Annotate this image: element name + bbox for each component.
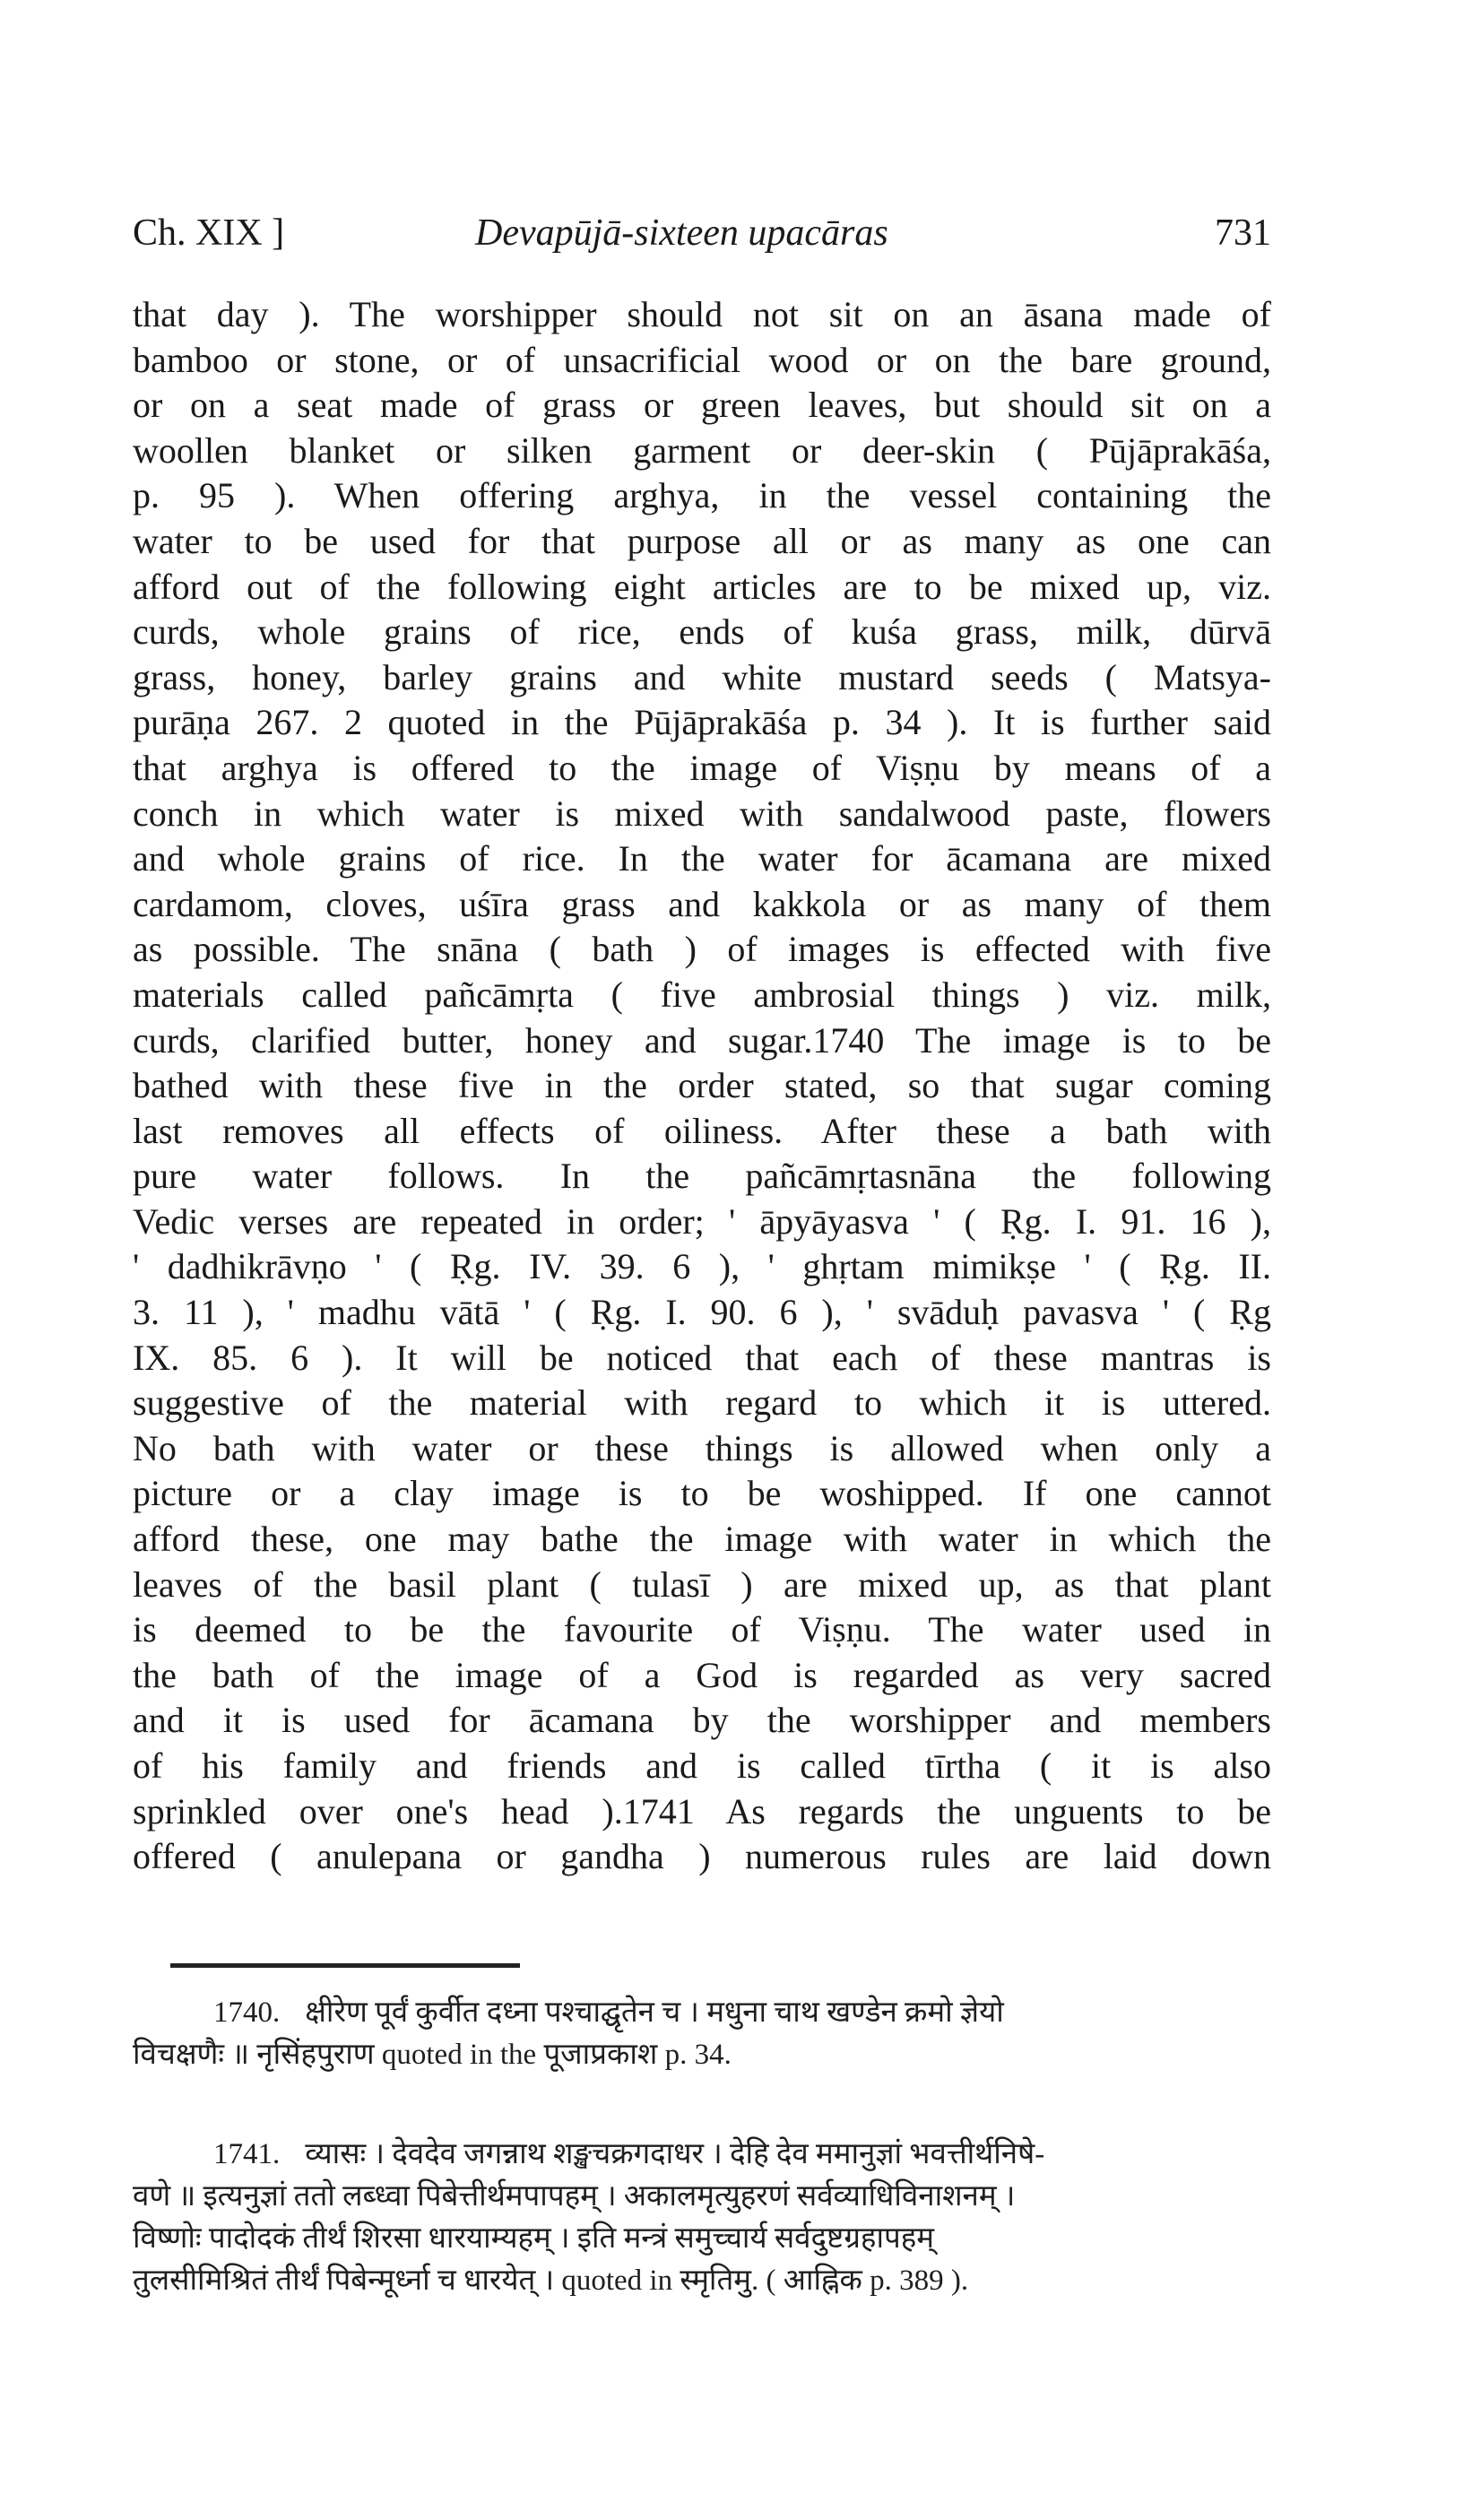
footnote-text: व्यासः । देवदेव जगन्नाथ शङ्खचक्रगदाधर । देहि देव ममानुज्ञां भवत्तीर्थनिषे- bbox=[305, 2138, 1045, 2170]
body-line: IX. 85. 6 ). It will be noticed that each of these mantras is bbox=[133, 1337, 1271, 1378]
body-line: or on a seat made of grass or green leaves, but should sit on a bbox=[133, 385, 1271, 426]
footnote-line: विष्णोः पादोदकं तीर्थं शिरसा धारयाम्यहम् । इति मन्त्रं समुच्चार्य सर्वदुष्टग्रहापहम् bbox=[133, 2222, 935, 2255]
running-title: Devapūjā-sixteen upacāras bbox=[475, 212, 888, 254]
footnote-1740 bbox=[133, 1992, 1271, 2076]
body-line: curds, clarified butter, honey and sugar.1740 The image is to be bbox=[133, 1019, 1271, 1061]
footnote-line: विचक्षणैः ॥ नृसिंहपुराण quoted in the पूजाप्रकाश p. 34. bbox=[133, 2039, 732, 2071]
footnote-text: क्षीरेण पूर्वं कुर्वीत दध्ना पश्चाद्घृतेन च । मधुना चाथ खण्डेन क्रमो ज्ञेयो bbox=[305, 1996, 1004, 2029]
body-line: as possible. The snāna ( bath ) of images is effected with five bbox=[133, 929, 1271, 970]
body-line: is deemed to be the favourite of Viṣṇu. The water used in bbox=[133, 1609, 1271, 1650]
body-line: materials called pañcāmṛta ( five ambrosial things ) viz. milk, bbox=[133, 974, 1271, 1015]
body-line: picture or a clay image is to be woshipped. If one cannot bbox=[133, 1473, 1271, 1514]
chapter-label: Ch. XIX ] bbox=[133, 212, 285, 254]
body-line: bathed with these five in the order stated, so that sugar coming bbox=[133, 1065, 1271, 1106]
body-line: afford these, one may bathe the image with water in which the bbox=[133, 1519, 1271, 1560]
body-line: sprinkled over one's head ).1741 As regards the unguents to be bbox=[133, 1790, 1271, 1832]
running-header bbox=[133, 212, 1271, 274]
footnote-separator bbox=[170, 1963, 520, 1968]
body-line: purāṇa 267. 2 quoted in the Pūjāprakāśa p. 34 ). It is further said bbox=[133, 702, 1271, 743]
footnote-number: 1741. bbox=[213, 2138, 281, 2170]
body-line: that arghya is offered to the image of Viṣṇu by means of a bbox=[133, 747, 1271, 788]
body-line: cardamom, cloves, uśīra grass and kakkola or as many of them bbox=[133, 883, 1271, 924]
body-line: and it is used for ācamana by the worshipper and members bbox=[133, 1700, 1271, 1741]
body-line: bamboo or stone, or of unsacrificial wood or on the bare ground, bbox=[133, 339, 1271, 380]
body-line: conch in which water is mixed with sandalwood paste, flowers bbox=[133, 792, 1271, 834]
body-line: grass, honey, barley grains and white mustard seeds ( Matsya- bbox=[133, 656, 1271, 697]
footnote-number: 1740. bbox=[213, 1996, 281, 2029]
body-line: suggestive of the material with regard to which it is uttered. bbox=[133, 1382, 1271, 1424]
footnote-line bbox=[133, 1992, 1271, 2034]
footnote-line bbox=[133, 2134, 1271, 2176]
body-line: the bath of the image of a God is regarded as very sacred bbox=[133, 1654, 1271, 1695]
page-number: 731 bbox=[1215, 212, 1271, 254]
body-line: p. 95 ). When offering arghya, in the vessel containing the bbox=[133, 475, 1271, 516]
body-line: leaves of the basil plant ( tulasī ) are mixed up, as that plant bbox=[133, 1563, 1271, 1605]
body-line: and whole grains of rice. In the water for ācamana are mixed bbox=[133, 838, 1271, 879]
body-text bbox=[133, 292, 1271, 1880]
body-line: woollen blanket or silken garment or deer-skin ( Pūjāprakāśa, bbox=[133, 429, 1271, 471]
footnote-1741 bbox=[133, 2134, 1271, 2302]
body-line: water to be used for that purpose all or as many as one can bbox=[133, 520, 1271, 561]
body-line: Vedic verses are repeated in order; ' āpyāyasva ' ( Ṛg. I. 91. 16 ), bbox=[133, 1200, 1271, 1242]
body-line: ' dadhikrāvṇo ' ( Ṛg. IV. 39. 6 ), ' ghṛtam mimikṣe ' ( Ṛg. II. bbox=[133, 1246, 1271, 1287]
body-line: last removes all effects of oiliness. After these a bath with bbox=[133, 1110, 1271, 1151]
footnote-line: वणे ॥ इत्यनुज्ञां ततो लब्ध्वा पिबेत्तीर्थमपापहम् । अकालमृत्युहरणं सर्वव्याधिविनाशनम् । bbox=[133, 2180, 1016, 2213]
body-line: afford out of the following eight articles are to be mixed up, viz. bbox=[133, 566, 1271, 607]
body-line: of his family and friends and is called tīrtha ( it is also bbox=[133, 1745, 1271, 1786]
body-line: pure water follows. In the pañcāmṛtasnāna the following bbox=[133, 1156, 1271, 1197]
body-line: curds, whole grains of rice, ends of kuśa grass, milk, dūrvā bbox=[133, 611, 1271, 653]
body-line: that day ). The worshipper should not sit on an āsana made of bbox=[133, 294, 1271, 334]
body-line: offered ( anulepana or gandha ) numerous rules are laid down bbox=[133, 1836, 1271, 1877]
footnote-line: तुलसीमिश्रितं तीर्थं पिबेन्मूर्ध्ना च धारयेत् । quoted in स्मृतिमु. ( आह्निक p. 389 ). bbox=[133, 2265, 969, 2297]
body-line: No bath with water or these things is allowed when only a bbox=[133, 1427, 1271, 1468]
body-line: 3. 11 ), ' madhu vātā ' ( Ṛg. I. 90. 6 ), ' svāduḥ pavasva ' ( Ṛg bbox=[133, 1292, 1271, 1333]
